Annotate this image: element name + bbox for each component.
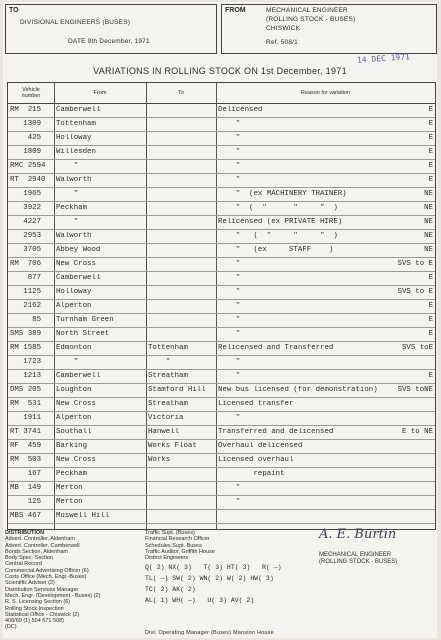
code-cell: E	[428, 162, 433, 170]
vehicle-number-cell: RM 706	[10, 260, 42, 268]
column-header-to: To	[178, 90, 184, 96]
distribution-item: Advert. Controller, Aldenham	[5, 536, 76, 543]
reason-cell: "	[218, 484, 241, 492]
to-cell: Tottenham	[148, 344, 188, 352]
vehicle-number-cell: RM 215	[10, 106, 42, 114]
variations-table	[7, 82, 436, 530]
vehicle-number-cell: RF 459	[10, 442, 42, 450]
code-cell: E	[428, 316, 433, 324]
reason-cell: "	[218, 330, 241, 338]
table-row	[8, 300, 435, 314]
reason-cell: Relicensed and Transferred	[218, 344, 334, 352]
from-cell: Loughton	[56, 386, 92, 394]
distribution-item: Advert. Controller, Camberwell	[5, 542, 80, 549]
table-row	[8, 510, 435, 524]
distribution-item: Financial Research Officer	[145, 536, 210, 543]
reason-cell: New bus licensed (for demonstration)	[218, 386, 378, 394]
table-row	[8, 230, 435, 244]
code-cell: E	[428, 330, 433, 338]
signature: A. E. Burtin	[319, 527, 397, 542]
document-title: VARIATIONS IN ROLLING STOCK ON 1st December, 1971	[93, 66, 347, 76]
vehicle-number-cell: 1213	[10, 372, 42, 380]
from-cell: Edmonton	[56, 344, 92, 352]
table-row	[8, 328, 435, 342]
reference-number: Ref. 508/1	[266, 39, 298, 46]
reason-cell: Licensed overhaul	[218, 456, 294, 464]
from-cell: "	[56, 190, 79, 198]
code-cell: E	[428, 274, 433, 282]
code-cell: SVS to E	[397, 288, 433, 296]
table-row	[8, 146, 435, 160]
from-cell: Peckham	[56, 470, 88, 478]
vehicle-number-cell: 2953	[10, 232, 42, 240]
to-cell: Hanwell	[148, 428, 180, 436]
table-row	[8, 286, 435, 300]
vehicle-number-cell: RM 531	[10, 400, 42, 408]
reason-cell: "	[218, 260, 241, 268]
reason-cell: repaint	[218, 470, 285, 478]
vehicle-number-cell: 425	[10, 134, 42, 142]
table-row	[8, 482, 435, 496]
distribution-middle-items	[145, 530, 305, 561]
code-cell: NE	[424, 232, 433, 240]
distribution-item: Costs Office (Mech. Engr.-Buses)	[5, 574, 87, 581]
vehicle-number-cell: RT 2940	[10, 176, 46, 184]
code-cell: SVS to E	[397, 260, 433, 268]
district-code-line: TL( —) SW( 2) WN( 2) W( 2) HW( 3)	[145, 575, 274, 582]
distribution-item: Traffic Auditor, Griffith House	[145, 548, 215, 555]
reason-cell: "	[218, 162, 241, 170]
table-row	[8, 356, 435, 370]
from-cell: "	[56, 218, 79, 226]
vehicle-number-cell: 1125	[10, 288, 42, 296]
from-cell: New Cross	[56, 400, 96, 408]
table-row	[8, 118, 435, 132]
code-cell: NE	[424, 190, 433, 198]
from-cell: Holloway	[56, 134, 92, 142]
code-cell: E	[428, 106, 433, 114]
table-row	[8, 454, 435, 468]
to-box	[5, 4, 217, 54]
distribution-item: Commercial Advertising Officer (6)	[5, 567, 89, 574]
reason-cell: "	[218, 134, 241, 142]
vehicle-number-cell: RT 3741	[10, 428, 42, 436]
from-cell: New Cross	[56, 456, 96, 464]
from-cell: Camberwell	[56, 372, 101, 380]
footer	[3, 527, 437, 638]
from-cell: Alperton	[56, 414, 92, 422]
from-cell: Willesden	[56, 148, 96, 156]
rolling-stock-variations-sheet	[3, 2, 437, 638]
distribution-item: Scientific Adviser (2)	[5, 580, 55, 587]
from-cell: Tottenham	[56, 120, 96, 128]
reason-cell: "	[218, 372, 241, 380]
distribution-item: Statistical Office - Chiswick (2)	[5, 611, 80, 618]
reason-cell: "	[218, 302, 241, 310]
column-header-vehicle: Vehicle number	[21, 87, 41, 99]
reason-cell: " ( " " " )	[218, 204, 338, 212]
from-cell: Merton	[56, 498, 83, 506]
reason-cell: "	[218, 120, 241, 128]
distribution-left-list	[5, 536, 145, 630]
reason-cell: " (ex MACHINERY TRAINER)	[218, 190, 347, 198]
table-row	[8, 258, 435, 272]
from-line-1: MECHANICAL ENGINEER	[266, 7, 348, 14]
from-cell: New Cross	[56, 260, 96, 268]
reason-cell: Relicensed (ex PRIVATE HIRE)	[218, 218, 343, 226]
code-cell: E	[428, 148, 433, 156]
reason-cell: "	[218, 288, 241, 296]
table-row	[8, 440, 435, 454]
vehicle-number-cell: 3922	[10, 204, 42, 212]
column-header-reason: Reason for variation	[300, 90, 351, 96]
reason-cell: " ( " " " )	[218, 232, 338, 240]
to-cell: "	[148, 358, 171, 366]
from-line-3: CHISWICK	[266, 25, 301, 32]
vehicle-number-cell: 125	[10, 498, 42, 506]
from-label: FROM	[225, 7, 246, 14]
distribution-list	[5, 530, 145, 631]
table-row	[8, 342, 435, 356]
distribution-item: Schedules Supt. Buses	[145, 542, 202, 549]
table-row	[8, 188, 435, 202]
to-cell: Stamford Hill	[148, 386, 206, 394]
reason-cell: "	[218, 498, 241, 506]
vehicle-number-cell: 877	[10, 274, 42, 282]
to-recipient: DIVISIONAL ENGINEERS (BUSES)	[20, 19, 131, 26]
distribution-item: 408/69 (1) 504 671 508)	[5, 618, 65, 625]
reason-cell: " (ex STAFF )	[218, 246, 334, 254]
distribution-item: (DC)	[5, 624, 17, 631]
distribution-item: Mech. Engr. (Development - Buses) (2)	[5, 592, 101, 599]
table-row	[8, 174, 435, 188]
reason-cell: "	[218, 316, 241, 324]
from-cell: Muswell Hill	[56, 512, 110, 520]
vehicle-number-cell: 1965	[10, 190, 42, 198]
code-cell: SVS toE	[401, 344, 433, 352]
to-label: TO	[9, 7, 19, 14]
district-code-line: AL( 1) WH( —) U( 3) AV( 2)	[145, 597, 255, 604]
code-cell: NE	[424, 218, 433, 226]
table-row	[8, 496, 435, 510]
vehicle-number-cell: 1309	[10, 120, 42, 128]
reason-cell: Overhaul delicensed	[218, 442, 303, 450]
from-cell: "	[56, 162, 79, 170]
from-cell: Southall	[56, 428, 92, 436]
table-row	[8, 244, 435, 258]
table-row	[8, 412, 435, 426]
table-header	[8, 83, 435, 104]
distribution-item: Body Spec. Section	[5, 555, 54, 562]
vehicle-number-cell: MB 149	[10, 484, 42, 492]
from-cell: Walworth	[56, 232, 92, 240]
distribution-middle-list	[145, 530, 305, 561]
distribution-item: Bonds Section, Aldenham	[5, 548, 68, 555]
code-cell: E	[428, 302, 433, 310]
code-cell: NE	[424, 246, 433, 254]
district-code-line: Q( 2) NX( 3) T( 3) HT( 3) R( —)	[145, 564, 282, 571]
code-cell: E	[428, 176, 433, 184]
reason-cell: "	[218, 176, 241, 184]
from-box	[221, 4, 437, 54]
from-line-2: (ROLLING STOCK - BUSES)	[266, 16, 356, 23]
to-cell: Works	[148, 456, 171, 464]
table-row	[8, 104, 435, 118]
code-cell: E to NE	[401, 428, 433, 436]
from-cell: Holloway	[56, 288, 92, 296]
vehicle-number-cell: 1809	[10, 148, 42, 156]
to-cell: Victoria	[148, 414, 184, 422]
table-row	[8, 272, 435, 286]
column-header-from: From	[93, 90, 107, 96]
district-codes	[145, 562, 282, 606]
reason-cell: Transferred and delicensed	[218, 428, 334, 436]
vehicle-number-cell: DMS 205	[10, 386, 42, 394]
code-cell: E	[428, 372, 433, 380]
vehicle-number-cell: 85	[10, 316, 42, 324]
table-row	[8, 216, 435, 230]
table-row	[8, 370, 435, 384]
distribution-item: Traffic Supt. (Buses)	[145, 530, 195, 536]
vehicle-number-cell: RM 1585	[10, 344, 42, 352]
from-cell: "	[56, 358, 79, 366]
vehicle-number-cell: 4227	[10, 218, 42, 226]
vehicle-number-cell: 2162	[10, 302, 42, 310]
table-row	[8, 132, 435, 146]
vehicle-number-cell: RMC 2594	[10, 162, 46, 170]
from-cell: North Street	[56, 330, 110, 338]
code-cell: E	[428, 120, 433, 128]
from-cell: Alperton	[56, 302, 92, 310]
distribution-item: District Engineers	[145, 555, 189, 562]
from-cell: Barking	[56, 442, 88, 450]
signatory-title: MECHANICAL ENGINEER (ROLLING STOCK - BUSES)	[319, 552, 398, 565]
vehicle-number-cell: 1723	[10, 358, 42, 366]
table-row	[8, 160, 435, 174]
table-row	[8, 384, 435, 398]
distribution-item: R. S. Licensing Section (6)	[5, 599, 71, 606]
vehicle-number-cell: 167	[10, 470, 42, 478]
reason-cell: "	[218, 358, 241, 366]
district-code-line: TC( 2) AK( 2)	[145, 586, 196, 593]
received-date-stamp: 14 DEC 1971	[356, 52, 411, 65]
table-row	[8, 468, 435, 482]
from-cell: Turnham Green	[56, 316, 114, 324]
vehicle-number-cell: MBS 467	[10, 512, 42, 520]
vehicle-number-cell: 3705	[10, 246, 42, 254]
reason-cell: "	[218, 148, 241, 156]
signature-block	[305, 527, 435, 578]
distribution-item: Rolling Stock Inspection	[5, 605, 64, 612]
table-row	[8, 314, 435, 328]
table-body	[8, 104, 435, 524]
divisional-operating-manager: Divl. Operating Manager (Buses) Mansion House	[145, 630, 274, 636]
memo-date: DATE 9th December, 1971	[68, 38, 150, 45]
to-cell: Streatham	[148, 372, 188, 380]
reason-cell: Delicensed	[218, 106, 263, 114]
reason-cell: Licensed transfer	[218, 400, 294, 408]
to-cell: Streatham	[148, 400, 188, 408]
vehicle-number-cell: RM 503	[10, 456, 42, 464]
reason-cell: "	[218, 414, 241, 422]
distribution-heading: DISTRIBUTION	[5, 530, 45, 536]
from-cell: Camberwell	[56, 274, 101, 282]
vehicle-number-cell: 1911	[10, 414, 42, 422]
from-cell: Merton	[56, 484, 83, 492]
from-cell: Walworth	[56, 176, 92, 184]
distribution-item: Distribution Services Manager	[5, 586, 79, 593]
from-cell: Camberwell	[56, 106, 101, 114]
code-cell: SVS toNE	[397, 386, 433, 394]
code-cell: NE	[424, 204, 433, 212]
table-row	[8, 426, 435, 440]
reason-cell: "	[218, 274, 241, 282]
vehicle-number-cell: SMS 389	[10, 330, 42, 338]
distribution-item: Central Record	[5, 561, 42, 568]
from-cell: Peckham	[56, 204, 88, 212]
table-row	[8, 398, 435, 412]
from-cell: Abbey Wood	[56, 246, 101, 254]
header	[3, 2, 437, 54]
code-cell: E	[428, 134, 433, 142]
table-row	[8, 202, 435, 216]
to-cell: Works Float	[148, 442, 197, 450]
